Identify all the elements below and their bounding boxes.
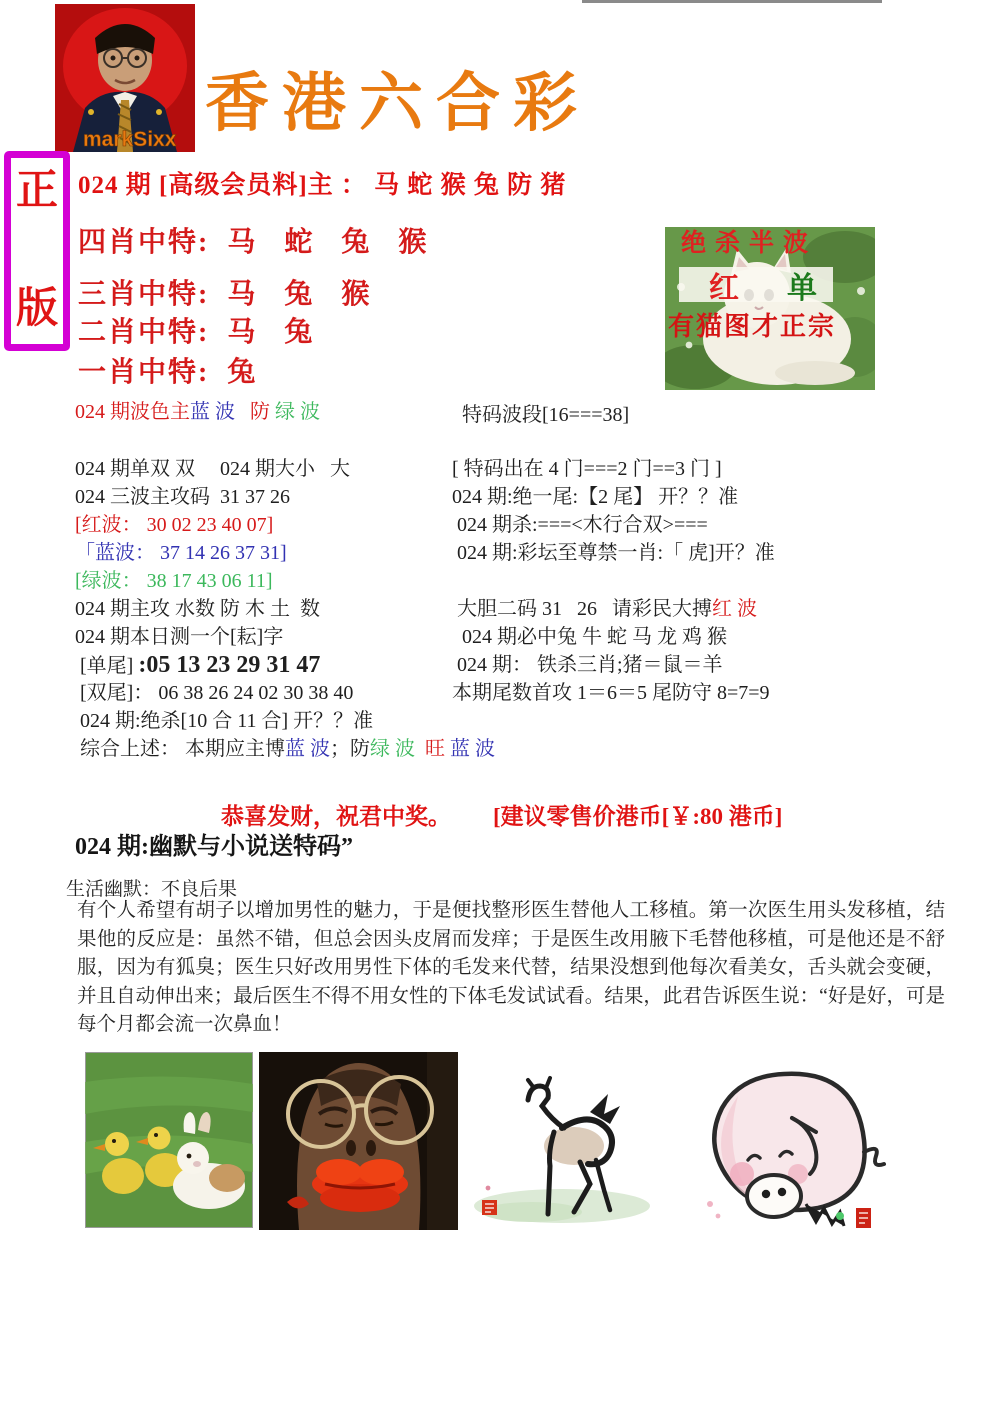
tip-row <box>75 651 465 679</box>
tip-text: 024 期单双 双 024 期大小 大 <box>75 458 350 480</box>
tip-text <box>415 738 425 760</box>
tip-text: 旺 <box>425 738 450 760</box>
tip-row <box>75 735 495 763</box>
man-portrait-image <box>55 4 195 152</box>
tip-text: 绿 波 <box>370 738 415 760</box>
three-zodiac-line: 三肖中特: 马 兔 猴 <box>78 279 372 310</box>
tip-row <box>452 623 972 651</box>
tip-text: [ 特码出在 4 门===2 门==3 门 ] <box>452 458 722 480</box>
tip-text: 蓝 波 <box>285 738 330 760</box>
price-text: [建议零售价港币[￥:80 港币] <box>493 804 783 829</box>
tip-text: 红 波 <box>712 598 757 620</box>
right-tip-column <box>452 455 972 707</box>
left-tip-column <box>75 455 495 763</box>
tip-row <box>452 539 972 567</box>
cat-overlay-bottom-text: 有猫图才正宗 <box>668 312 837 341</box>
tip-row <box>452 511 972 539</box>
ink-horse-painting <box>462 1054 657 1241</box>
tip-row <box>452 455 972 483</box>
tip-text: [绿波： 38 17 43 06 11] <box>75 570 273 592</box>
white-cat-on-grass-photo <box>665 227 875 390</box>
tip-text: 024 期： 铁杀三肖;猪＝鼠＝羊 <box>452 654 723 676</box>
cat-overlay-green-char: 单 <box>787 272 817 305</box>
chimp-image <box>259 1052 458 1230</box>
tip-row <box>75 567 465 595</box>
tip-text: 024 期主攻 水数 防 木 土 数 <box>75 598 320 620</box>
special-range-line: 特码波段[16===38] <box>462 404 630 426</box>
ducklings-rabbit-image <box>85 1052 253 1228</box>
badge-char-top: 正 <box>15 168 58 214</box>
page-top-border <box>582 0 882 3</box>
tip-text: [双尾]： 06 38 26 24 02 30 38 40 <box>75 682 354 704</box>
svg-text:markSixx: markSixx <box>83 128 177 151</box>
tip-text: 024 期波色主 <box>75 401 190 423</box>
tip-text: 024 三波主攻码 31 37 26 <box>75 486 290 508</box>
horse-ink-image <box>462 1054 657 1236</box>
tip-row <box>75 539 465 567</box>
one-zodiac-line: 一肖中特: 兔 <box>78 357 258 388</box>
genuine-edition-badge <box>4 151 70 351</box>
tip-text: ；防 <box>330 738 370 760</box>
tip-text: :05 13 23 29 31 47 <box>138 652 321 678</box>
tip-row <box>452 567 972 595</box>
tip-row <box>75 595 465 623</box>
tipster-portrait-photo <box>55 4 195 152</box>
tip-row <box>75 398 320 426</box>
issue-headline: 024 期 [高级会员料]主 ： 马 蛇 猴 兔 防 猪 <box>78 172 567 199</box>
tip-row <box>75 707 465 735</box>
tip-text: [单尾] <box>75 655 139 677</box>
wave-colour-line <box>75 398 320 426</box>
tip-text: 「蓝波： 37 14 26 37 31] <box>75 542 287 564</box>
tip-text: 024 期本日测一个[耘]字 <box>75 626 284 648</box>
page-title: 香港六合彩 <box>205 68 590 139</box>
tip-row <box>75 623 465 651</box>
tip-row <box>452 651 972 679</box>
tip-row <box>75 511 465 539</box>
tip-text: 024 期:彩坛至尊禁一肖:「 虎]开？准 <box>452 542 775 564</box>
tip-text: 蓝 波 <box>190 401 235 423</box>
tip-text: [红波： 30 02 23 40 07] <box>75 514 274 536</box>
tip-row <box>452 679 972 707</box>
tip-text: 防 <box>235 401 275 423</box>
tip-text: 024 期必中兔 牛 蛇 马 龙 鸡 猴 <box>452 626 727 648</box>
tip-text: 大胆二码 31 26 请彩民大搏 <box>452 598 712 620</box>
cat-overlay-top-text: 绝杀半波 <box>681 230 818 257</box>
tip-row <box>75 679 465 707</box>
two-zodiac-line: 二肖中特: 马 兔 <box>78 317 315 348</box>
tip-text: 绿 波 <box>275 401 320 423</box>
ducklings-and-rabbit-photo <box>85 1052 253 1233</box>
tip-row <box>75 455 465 483</box>
tip-text: 024 期:绝一尾:【2 尾】 开？？准 <box>452 486 739 508</box>
chimp-with-red-lips-photo <box>259 1052 458 1235</box>
tip-text: 024 期杀:===<木行合双>=== <box>452 514 708 536</box>
humor-joke-paragraph: 有个人希望有胡子以增加男性的魅力，于是便找整形医生替他人工移植。第一次医生用头发移植，结果他的反应是：虽然不错，但总会因头皮屑而发痒；于是医生改用腋下毛替他移植，可是他还是不舒服，因为有狐臭；医生只好改用男性下体的毛发来代替，结果没想到他每次看美女，舌头就会变硬，并且自动伸出来；最后医生不得不用女性的下体毛发试试看。结果，此君告诉医生说：“好是好，可是每个月都会流一次鼻血！ <box>77 900 945 1035</box>
tip-row <box>452 595 972 623</box>
humor-section-title: 024 期:幽默与小说送特码” <box>75 834 353 860</box>
tip-text: 综合上述： 本期应主博 <box>75 738 285 760</box>
tip-text: 本期尾数首攻 1＝6＝5 尾防守 8=7=9 <box>452 682 770 704</box>
badge-char-bottom: 版 <box>15 286 58 332</box>
cat-overlay-red-char: 红 <box>709 272 739 305</box>
tip-text: 蓝 波 <box>450 738 495 760</box>
tip-row <box>452 483 972 511</box>
humor-subtitle: 生活幽默：不良后果 <box>66 879 238 900</box>
pig-ink-image <box>688 1056 888 1248</box>
wish-text: 恭喜发财，祝君中奖。 <box>221 804 451 829</box>
tip-text: 024 期:绝杀[10 合 11 合] 开？？准 <box>75 710 374 732</box>
tip-row <box>75 483 465 511</box>
four-zodiac-line: 四肖中特: 马 蛇 兔 猴 <box>78 227 429 258</box>
ink-pig-painting <box>688 1056 888 1253</box>
